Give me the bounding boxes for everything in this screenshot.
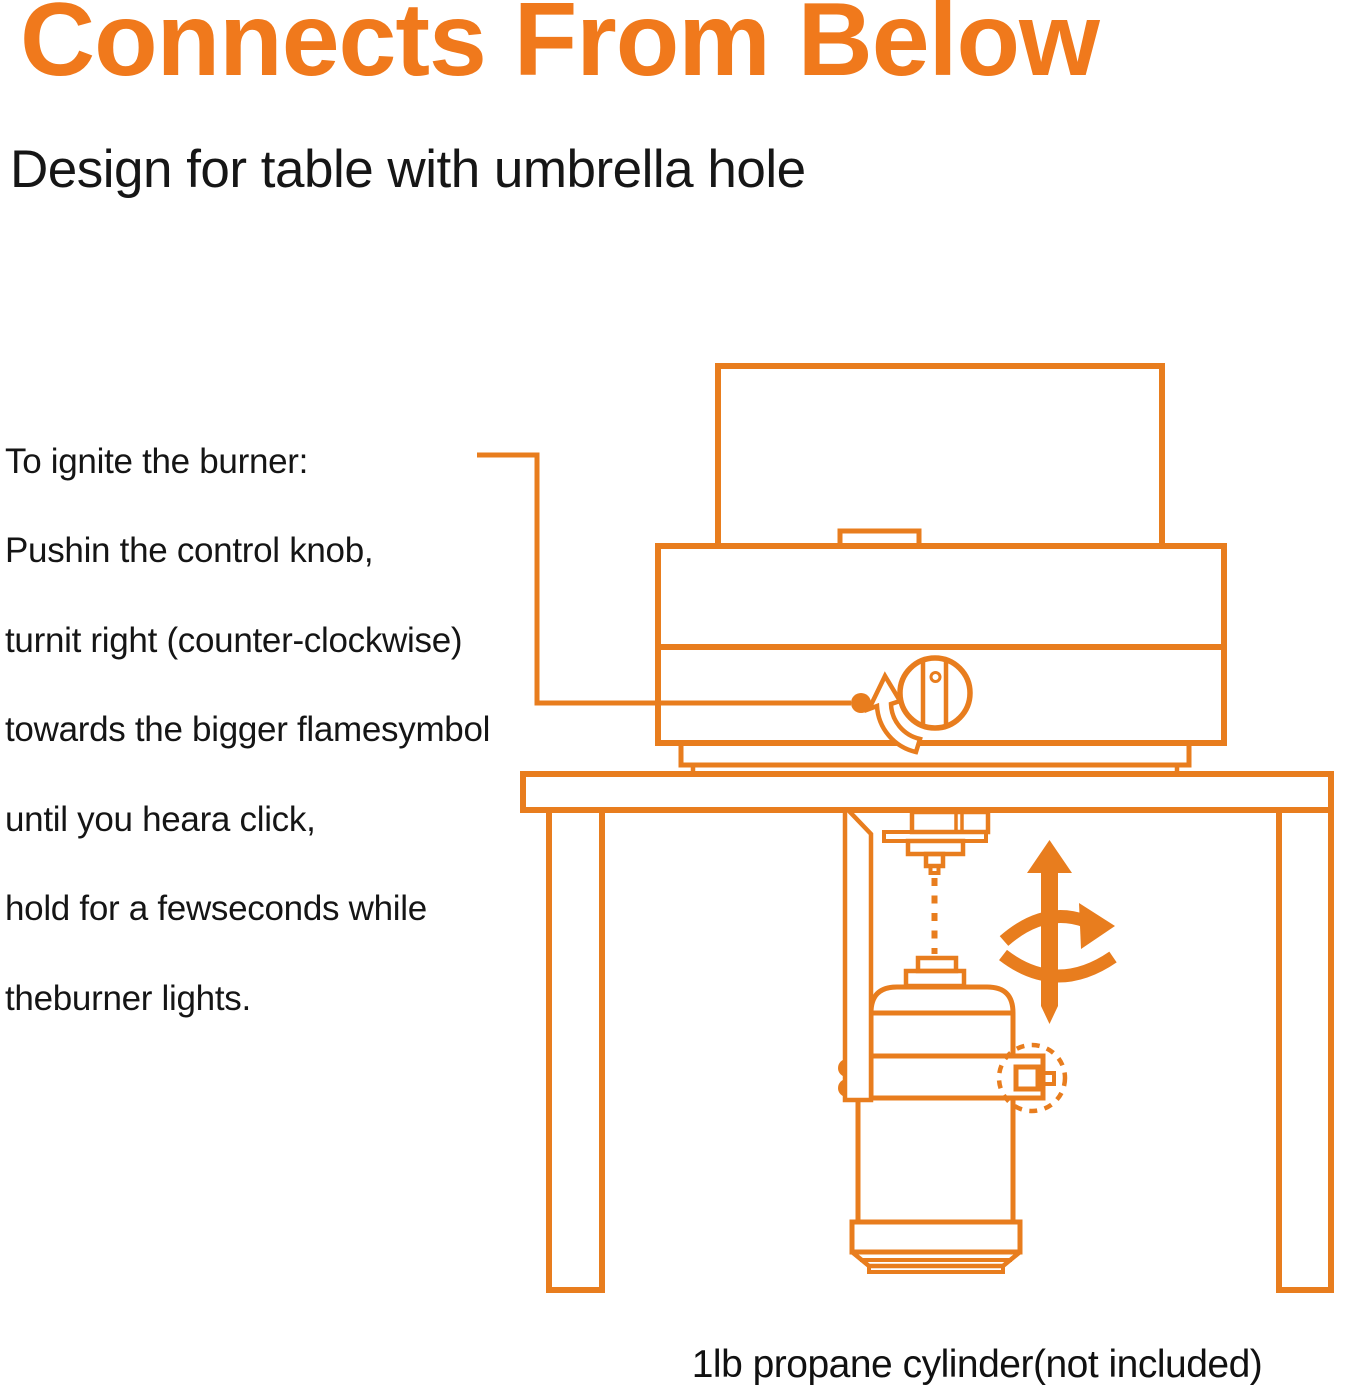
table-with-umbrella-hole [523, 774, 1331, 1290]
instruction-line-1: To ignite the burner: [5, 441, 309, 481]
control-knob [900, 658, 970, 728]
instruction-line-4: towards the bigger flamesymbol [5, 710, 491, 750]
cylinder-caption: 1lb propane cylinder(not included) [691, 1343, 1263, 1386]
instruction-line-3: turnit right (counter-clockwise) [5, 620, 463, 660]
instruction-line-5: until you heara click, [5, 799, 316, 839]
wind-guard-panel [718, 366, 1162, 543]
up-arrow-icon [1027, 840, 1072, 1024]
instruction-line-7: theburner lights. [5, 978, 251, 1018]
cylinder-clamp [871, 1056, 1054, 1098]
propane-cylinder [852, 958, 1054, 1272]
page-subtitle: Design for table with umbrella hole [10, 140, 806, 199]
instruction-line-6: hold for a fewseconds while [5, 889, 427, 929]
page-title: Connects From Below [20, 0, 1099, 98]
screw-rotation-arrows [1003, 840, 1115, 1024]
burner-unit [658, 531, 1224, 774]
instruction-line-2: Pushin the control knob, [5, 531, 374, 571]
ignite-leader-line [477, 455, 871, 713]
mount-bracket [838, 810, 871, 1100]
rotate-arrowhead [1079, 903, 1115, 949]
umbrella-hole-connector [884, 812, 988, 873]
